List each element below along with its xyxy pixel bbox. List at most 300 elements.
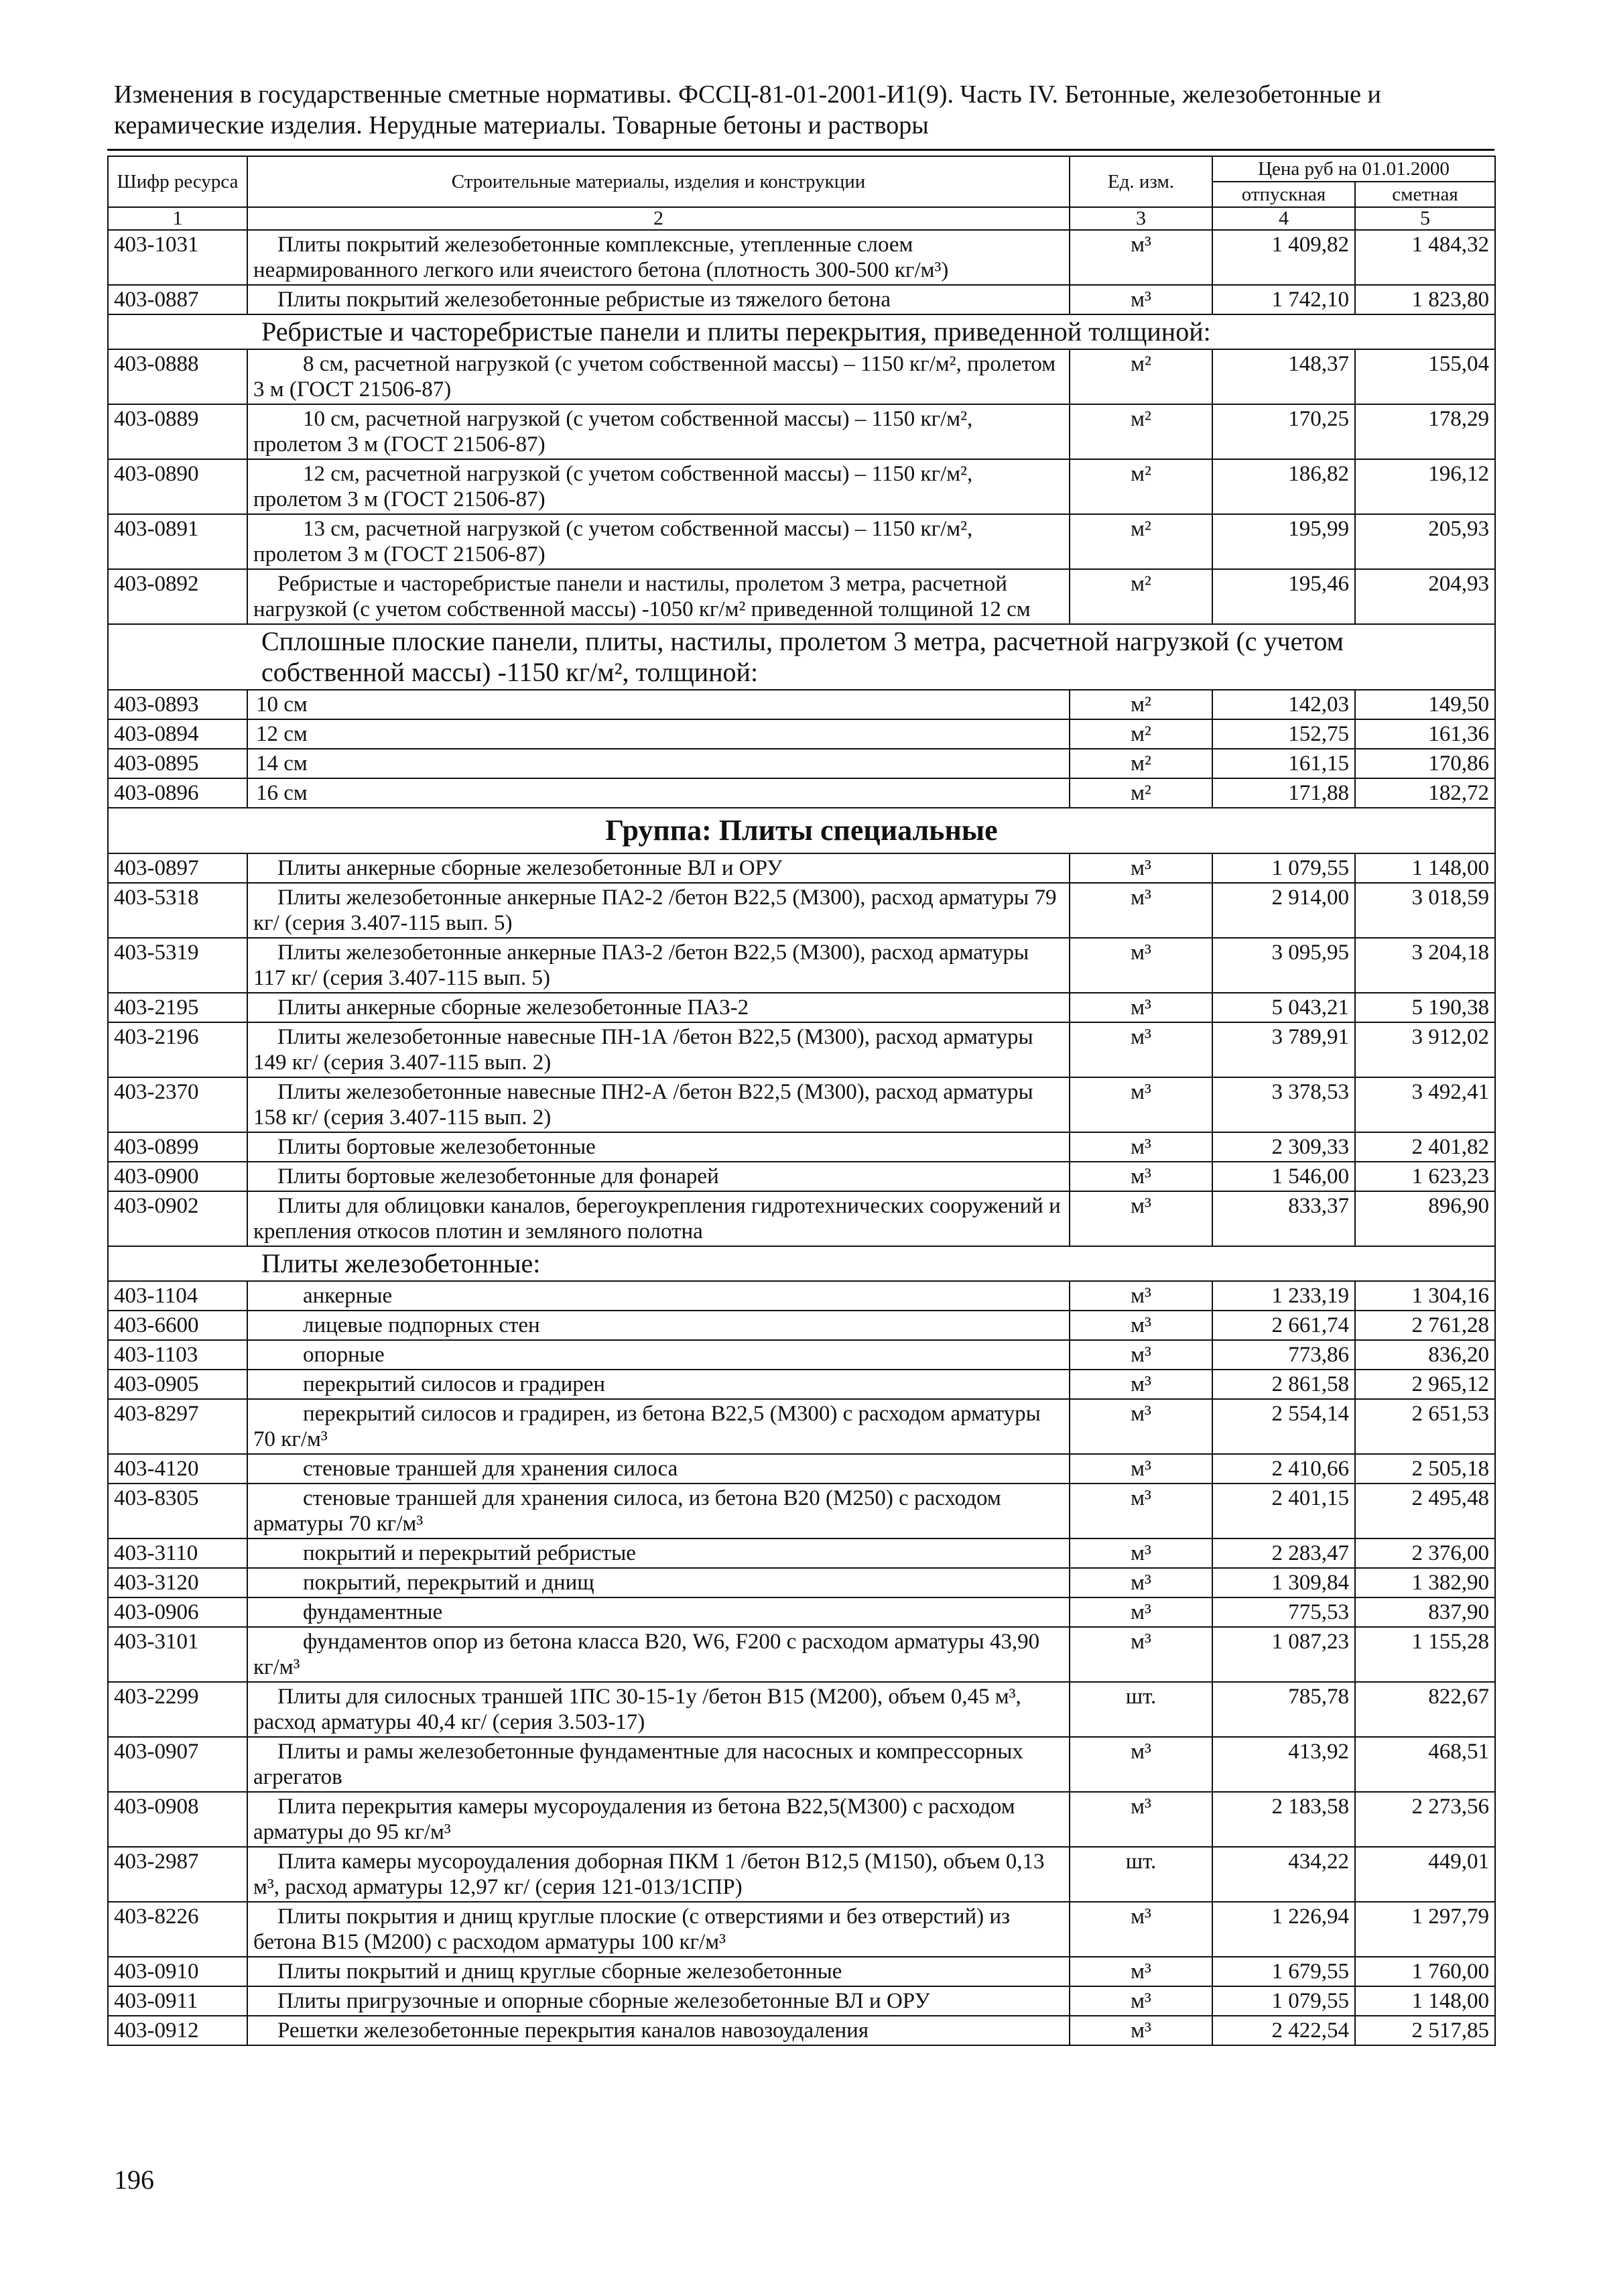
col-number-1: 1 xyxy=(108,207,247,230)
estimate-price-text: 3 018,59 xyxy=(1411,886,1489,910)
table-body xyxy=(108,230,1495,2045)
material-name-cell xyxy=(247,514,1070,569)
release-price-cell xyxy=(1212,993,1355,1022)
resource-code-cell xyxy=(108,1986,247,2016)
unit-cell xyxy=(1070,1792,1212,1847)
release-price-text: 2 861,58 xyxy=(1271,1372,1349,1396)
section-heading: Сплошные плоские панели, плиты, настилы, пролетом 3 метра, расчетной нагрузкой (с учетом собственной массы) -1150 кг/м², толщиной: xyxy=(261,626,1344,687)
unit-text: м³ xyxy=(1131,886,1151,910)
resource-code-cell xyxy=(108,569,247,624)
table-head xyxy=(108,156,1495,230)
material-name-cell xyxy=(247,1986,1070,2016)
estimate-price-text: 836,20 xyxy=(1428,1343,1489,1367)
material-name-cell xyxy=(247,1847,1070,1902)
material-name-cell xyxy=(247,1682,1070,1737)
release-price-text: 2 554,14 xyxy=(1271,1402,1349,1426)
material-name-text: Плиты железобетонные навесные ПН2-А /бетон В22,5 (М300), расход арматуры 158 кг/ (серия 3.407-115 вып. 2) xyxy=(253,1080,1033,1130)
resource-code-text: 403-2987 xyxy=(114,1850,199,1874)
material-name-text: 12 см xyxy=(256,722,308,746)
release-price-text: 170,25 xyxy=(1288,407,1349,431)
material-name-text: анкерные xyxy=(303,1284,393,1308)
table-row xyxy=(108,569,1495,624)
estimate-price-cell xyxy=(1355,853,1495,883)
estimate-price-text: 1 823,80 xyxy=(1411,288,1489,312)
material-name-text: Плита перекрытия камеры мусороудаления из бетона В22,5(М300) с расходом арматуры до 95 кг/м³ xyxy=(253,1795,1015,1844)
estimate-price-text: 3 912,02 xyxy=(1411,1025,1489,1049)
resource-code-text: 403-2370 xyxy=(114,1080,199,1104)
material-name-cell xyxy=(247,1077,1070,1132)
release-price-text: 833,37 xyxy=(1288,1194,1349,1218)
unit-cell xyxy=(1070,1847,1212,1902)
material-name-text: Плиты бортовые железобетонные xyxy=(277,1135,596,1159)
release-price-cell xyxy=(1212,1682,1355,1737)
estimate-price-cell xyxy=(1355,569,1495,624)
table-row xyxy=(108,1986,1495,2016)
resource-code-cell xyxy=(108,349,247,404)
resource-code-text: 403-0891 xyxy=(114,517,199,541)
estimate-price-cell xyxy=(1355,778,1495,808)
resource-code-cell xyxy=(108,1737,247,1792)
estimate-price-text: 1 148,00 xyxy=(1411,856,1489,880)
estimate-price-cell xyxy=(1355,2016,1495,2045)
material-name-text: 10 см, расчетной нагрузкой (с учетом собственной массы) – 1150 кг/м², пролетом 3 м (ГОСТ 21506-87) xyxy=(253,407,973,457)
material-name-text: 10 см xyxy=(256,692,308,717)
release-price-cell xyxy=(1212,1191,1355,1246)
table-row xyxy=(108,853,1495,883)
resource-code-text: 403-0893 xyxy=(114,692,199,717)
unit-text: м³ xyxy=(1131,1284,1151,1308)
material-name-cell xyxy=(247,1957,1070,1986)
resource-code-text: 403-3101 xyxy=(114,1630,199,1654)
unit-text: м³ xyxy=(1131,1905,1151,1929)
release-price-text: 1 233,19 xyxy=(1271,1284,1349,1308)
unit-cell xyxy=(1070,883,1212,938)
estimate-price-cell xyxy=(1355,1022,1495,1077)
material-name-text: Плиты анкерные сборные железобетонные ВЛ и ОРУ xyxy=(277,856,783,880)
unit-cell xyxy=(1070,1484,1212,1538)
estimate-price-cell xyxy=(1355,1077,1495,1132)
table-row xyxy=(108,1454,1495,1484)
table-row xyxy=(108,1682,1495,1737)
release-price-text: 3 789,91 xyxy=(1271,1025,1349,1049)
col-number-5: 5 xyxy=(1355,207,1495,230)
release-price-cell xyxy=(1212,2016,1355,2045)
table-row xyxy=(108,719,1495,749)
table-row xyxy=(108,1077,1495,1132)
estimate-price-cell xyxy=(1355,1311,1495,1340)
release-price-text: 1 742,10 xyxy=(1271,288,1349,312)
release-price-cell xyxy=(1212,404,1355,459)
release-price-cell xyxy=(1212,690,1355,719)
estimate-price-text: 822,67 xyxy=(1428,1685,1489,1709)
estimate-price-cell xyxy=(1355,1597,1495,1627)
estimate-price-cell xyxy=(1355,1191,1495,1246)
table-row xyxy=(108,1281,1495,1311)
table-row xyxy=(108,1847,1495,1902)
resource-code-cell xyxy=(108,230,247,285)
material-name-text: 16 см xyxy=(256,781,308,805)
estimate-price-cell xyxy=(1355,883,1495,938)
release-price-cell xyxy=(1212,1454,1355,1484)
table-row xyxy=(108,1484,1495,1538)
resource-code-text: 403-4120 xyxy=(114,1457,199,1481)
resource-code-text: 403-0908 xyxy=(114,1795,199,1819)
material-name-cell xyxy=(247,1132,1070,1162)
estimate-price-text: 896,90 xyxy=(1428,1194,1489,1218)
unit-text: м³ xyxy=(1131,1402,1151,1426)
unit-cell xyxy=(1070,1370,1212,1399)
material-name-cell xyxy=(247,569,1070,624)
estimate-price-text: 2 651,53 xyxy=(1411,1402,1489,1426)
release-price-text: 148,37 xyxy=(1288,352,1349,376)
estimate-price-cell xyxy=(1355,285,1495,314)
release-price-cell xyxy=(1212,719,1355,749)
unit-cell xyxy=(1070,719,1212,749)
estimate-price-text: 205,93 xyxy=(1428,517,1489,541)
table-row xyxy=(108,514,1495,569)
resource-code-cell xyxy=(108,514,247,569)
unit-cell xyxy=(1070,569,1212,624)
header-rule xyxy=(107,149,1494,151)
release-price-text: 3 378,53 xyxy=(1271,1080,1349,1104)
unit-cell xyxy=(1070,1627,1212,1682)
material-name-text: Плиты и рамы железобетонные фундаментные для насосных и компрессорных агрегатов xyxy=(253,1740,1023,1789)
resource-code-cell xyxy=(108,1370,247,1399)
release-price-cell xyxy=(1212,1340,1355,1370)
material-name-text: покрытий и перекрытий ребристые xyxy=(303,1541,636,1565)
unit-text: м³ xyxy=(1131,856,1151,880)
resource-code-cell xyxy=(108,690,247,719)
resource-code-cell xyxy=(108,1627,247,1682)
estimate-price-cell xyxy=(1355,1132,1495,1162)
unit-cell xyxy=(1070,1682,1212,1737)
release-price-cell xyxy=(1212,938,1355,993)
unit-cell xyxy=(1070,1902,1212,1957)
release-price-text: 785,78 xyxy=(1288,1685,1349,1709)
release-price-cell xyxy=(1212,1281,1355,1311)
unit-text: м² xyxy=(1131,517,1151,541)
table-row xyxy=(108,1597,1495,1627)
resource-code-text: 403-1103 xyxy=(114,1343,198,1367)
material-name-cell xyxy=(247,1902,1070,1957)
resource-code-cell xyxy=(108,1847,247,1902)
release-price-cell xyxy=(1212,459,1355,514)
unit-cell xyxy=(1070,1162,1212,1191)
unit-cell xyxy=(1070,690,1212,719)
material-name-cell xyxy=(247,349,1070,404)
material-name-cell xyxy=(247,993,1070,1022)
unit-text: м² xyxy=(1131,462,1151,486)
unit-cell xyxy=(1070,1568,1212,1597)
unit-text: м³ xyxy=(1131,2018,1151,2043)
material-name-cell xyxy=(247,719,1070,749)
unit-cell xyxy=(1070,1454,1212,1484)
release-price-cell xyxy=(1212,1986,1355,2016)
material-name-text: стеновые траншей для хранения силоса xyxy=(303,1457,678,1481)
material-name-cell xyxy=(247,1792,1070,1847)
unit-text: м³ xyxy=(1131,1795,1151,1819)
release-price-cell xyxy=(1212,883,1355,938)
unit-text: м³ xyxy=(1131,1025,1151,1049)
material-name-text: фундаментов опор из бетона класса В20, W6, F200 с расходом арматуры 43,90 кг/м³ xyxy=(253,1630,1040,1679)
material-name-text: Ребристые и часторебристые панели и настилы, пролетом 3 метра, расчетной нагрузкой (с учетом собственной массы) -1050 кг/м² приведенной толщиной 12 см xyxy=(253,572,1031,621)
resource-code-text: 403-0887 xyxy=(114,288,199,312)
material-name-text: Плиты покрытий и днищ круглые сборные железобетонные xyxy=(277,1959,842,1984)
unit-cell xyxy=(1070,1191,1212,1246)
material-name-text: стеновые траншей для хранения силоса, из бетона В20 (М250) с расходом арматуры 70 кг/м³ xyxy=(253,1486,1001,1536)
resource-code-cell xyxy=(108,778,247,808)
table-row xyxy=(108,404,1495,459)
unit-text: м² xyxy=(1131,722,1151,746)
unit-text: м² xyxy=(1131,407,1151,431)
resource-code-text: 403-1031 xyxy=(114,233,199,257)
release-price-cell xyxy=(1212,778,1355,808)
resource-code-cell xyxy=(108,1597,247,1627)
table-row xyxy=(108,1538,1495,1568)
material-name-text: фундаментные xyxy=(303,1600,443,1624)
estimate-price-text: 1 155,28 xyxy=(1411,1630,1489,1654)
release-price-text: 1 546,00 xyxy=(1271,1164,1349,1189)
resource-code-text: 403-0895 xyxy=(114,751,199,776)
section-heading: Плиты железобетонные: xyxy=(261,1248,541,1278)
estimate-price-text: 1 484,32 xyxy=(1411,233,1489,257)
release-price-text: 1 087,23 xyxy=(1271,1630,1349,1654)
table-row xyxy=(108,1162,1495,1191)
estimate-price-cell xyxy=(1355,749,1495,778)
unit-cell xyxy=(1070,1077,1212,1132)
resource-code-text: 403-0896 xyxy=(114,781,199,805)
material-name-text: Плита камеры мусороудаления доборная ПКМ 1 /бетон В12,5 (М150), объем 0,13 м³, расход арматуры 12,97 кг/ (серия 121-013/1СПР) xyxy=(253,1850,1045,1899)
release-price-cell xyxy=(1212,1311,1355,1340)
unit-cell xyxy=(1070,1340,1212,1370)
material-name-cell xyxy=(247,1454,1070,1484)
estimate-price-cell xyxy=(1355,230,1495,285)
unit-cell xyxy=(1070,1957,1212,1986)
release-price-cell xyxy=(1212,749,1355,778)
material-name-cell xyxy=(247,2016,1070,2045)
estimate-price-text: 182,72 xyxy=(1428,781,1489,805)
group-heading-row xyxy=(108,808,1495,853)
estimate-price-text: 2 517,85 xyxy=(1411,2018,1489,2043)
material-name-cell xyxy=(247,1737,1070,1792)
estimate-price-cell xyxy=(1355,1957,1495,1986)
estimate-price-cell xyxy=(1355,1370,1495,1399)
table-row xyxy=(108,1191,1495,1246)
estimate-price-cell xyxy=(1355,459,1495,514)
material-name-cell xyxy=(247,749,1070,778)
resource-code-text: 403-0911 xyxy=(114,1989,198,2013)
unit-text: м³ xyxy=(1131,1541,1151,1565)
page-number: 196 xyxy=(114,2165,154,2195)
col-header-unit: Ед. изм. xyxy=(1070,156,1212,207)
material-name-text: Плиты железобетонные анкерные ПА3-2 /бетон В22,5 (М300), расход арматуры 117 кг/ (серия 3.407-115 вып. 5) xyxy=(253,941,1029,990)
col-header-name: Строительные материалы, изделия и конструкции xyxy=(247,156,1070,207)
unit-cell xyxy=(1070,1986,1212,2016)
estimate-price-text: 2 376,00 xyxy=(1411,1541,1489,1565)
material-name-cell xyxy=(247,1627,1070,1682)
unit-cell xyxy=(1070,749,1212,778)
resource-code-text: 403-0905 xyxy=(114,1372,199,1396)
release-price-cell xyxy=(1212,285,1355,314)
material-name-cell xyxy=(247,1597,1070,1627)
material-name-text: Плиты анкерные сборные железобетонные ПА3-2 xyxy=(277,995,749,1020)
estimate-price-cell xyxy=(1355,938,1495,993)
unit-text: м³ xyxy=(1131,1740,1151,1764)
estimate-price-text: 1 382,90 xyxy=(1411,1571,1489,1595)
estimate-price-cell xyxy=(1355,1627,1495,1682)
unit-text: шт. xyxy=(1125,1685,1157,1709)
estimate-price-text: 2 401,82 xyxy=(1411,1135,1489,1159)
resource-code-cell xyxy=(108,404,247,459)
resource-code-cell xyxy=(108,1538,247,1568)
material-name-text: Плиты покрытия и днищ круглые плоские (с отверстиями и без отверстий) из бетона В15 (М200) с расходом арматуры 100 кг/м³ xyxy=(253,1905,1011,1954)
material-name-text: 13 см, расчетной нагрузкой (с учетом собственной массы) – 1150 кг/м², пролетом 3 м (ГОСТ 21506-87) xyxy=(253,517,973,566)
material-name-cell xyxy=(247,1370,1070,1399)
material-name-text: опорные xyxy=(303,1343,385,1367)
resource-code-cell xyxy=(108,1132,247,1162)
unit-text: м³ xyxy=(1131,288,1151,312)
material-name-cell xyxy=(247,1281,1070,1311)
table-row xyxy=(108,883,1495,938)
estimate-price-text: 2 761,28 xyxy=(1411,1313,1489,1337)
release-price-text: 5 043,21 xyxy=(1271,995,1349,1020)
estimate-price-cell xyxy=(1355,1484,1495,1538)
col-header-estimate: сметная xyxy=(1355,182,1495,207)
unit-text: м² xyxy=(1131,781,1151,805)
release-price-text: 2 183,58 xyxy=(1271,1795,1349,1819)
release-price-cell xyxy=(1212,1484,1355,1538)
section-heading-row xyxy=(108,624,1495,690)
resource-code-text: 403-8226 xyxy=(114,1905,199,1929)
resource-code-text: 403-6600 xyxy=(114,1313,199,1337)
resource-code-cell xyxy=(108,1792,247,1847)
resource-code-text: 403-3110 xyxy=(114,1541,198,1565)
release-price-text: 3 095,95 xyxy=(1271,941,1349,965)
table-row xyxy=(108,1340,1495,1370)
table-row xyxy=(108,778,1495,808)
unit-cell xyxy=(1070,1022,1212,1077)
release-price-cell xyxy=(1212,1847,1355,1902)
unit-text: м² xyxy=(1131,751,1151,776)
table-row xyxy=(108,993,1495,1022)
unit-cell xyxy=(1070,993,1212,1022)
release-price-cell xyxy=(1212,1902,1355,1957)
unit-cell xyxy=(1070,1597,1212,1627)
release-price-cell xyxy=(1212,569,1355,624)
material-name-cell xyxy=(247,938,1070,993)
material-name-cell xyxy=(247,459,1070,514)
estimate-price-text: 1 760,00 xyxy=(1411,1959,1489,1984)
table-row xyxy=(108,1022,1495,1077)
estimate-price-cell xyxy=(1355,719,1495,749)
release-price-text: 195,46 xyxy=(1288,572,1349,596)
table-row xyxy=(108,285,1495,314)
release-price-text: 2 283,47 xyxy=(1271,1541,1349,1565)
estimate-price-cell xyxy=(1355,349,1495,404)
unit-cell xyxy=(1070,938,1212,993)
release-price-cell xyxy=(1212,1792,1355,1847)
resource-code-cell xyxy=(108,993,247,1022)
estimate-price-text: 155,04 xyxy=(1428,352,1489,376)
table-row xyxy=(108,749,1495,778)
unit-text: м³ xyxy=(1131,1486,1151,1510)
resource-code-text: 403-0894 xyxy=(114,722,199,746)
material-name-text: лицевые подпорных стен xyxy=(303,1313,540,1337)
unit-text: м² xyxy=(1131,352,1151,376)
table-row xyxy=(108,1370,1495,1399)
estimate-price-cell xyxy=(1355,1399,1495,1454)
section-heading: Ребристые и часторебристые панели и плиты перекрытия, приведенной толщиной: xyxy=(261,316,1211,347)
unit-text: м³ xyxy=(1131,1457,1151,1481)
resource-code-text: 403-8305 xyxy=(114,1486,199,1510)
estimate-price-text: 1 623,23 xyxy=(1411,1164,1489,1189)
resource-code-text: 403-0899 xyxy=(114,1135,199,1159)
release-price-cell xyxy=(1212,853,1355,883)
resource-code-text: 403-0906 xyxy=(114,1600,199,1624)
release-price-cell xyxy=(1212,1399,1355,1454)
unit-cell xyxy=(1070,514,1212,569)
estimate-price-text: 3 492,41 xyxy=(1411,1080,1489,1104)
unit-text: м³ xyxy=(1131,1135,1151,1159)
estimate-price-cell xyxy=(1355,1340,1495,1370)
estimate-price-cell xyxy=(1355,1162,1495,1191)
resource-code-cell xyxy=(108,1191,247,1246)
price-table xyxy=(107,156,1496,2046)
material-name-cell xyxy=(247,230,1070,285)
material-name-text: Плиты покрытий железобетонные ребристые из тяжелого бетона xyxy=(277,288,891,312)
material-name-cell xyxy=(247,883,1070,938)
estimate-price-text: 161,36 xyxy=(1428,722,1489,746)
release-price-cell xyxy=(1212,1957,1355,1986)
material-name-cell xyxy=(247,1399,1070,1454)
release-price-text: 1 079,55 xyxy=(1271,1989,1349,2013)
material-name-text: перекрытий силосов и градирен, из бетона В22,5 (М300) с расходом арматуры 70 кг/м³ xyxy=(253,1402,1041,1451)
unit-text: шт. xyxy=(1125,1850,1157,1874)
release-price-text: 2 914,00 xyxy=(1271,886,1349,910)
unit-text: м³ xyxy=(1131,1630,1151,1654)
material-name-text: покрытий, перекрытий и днищ xyxy=(303,1571,594,1595)
release-price-cell xyxy=(1212,1737,1355,1792)
resource-code-cell xyxy=(108,1399,247,1454)
col-header-release: отпускная xyxy=(1212,182,1355,207)
group-heading: Группа: Плиты специальные xyxy=(605,814,998,847)
resource-code-cell xyxy=(108,2016,247,2045)
estimate-price-text: 1 297,79 xyxy=(1411,1905,1489,1929)
estimate-price-cell xyxy=(1355,1847,1495,1902)
unit-cell xyxy=(1070,778,1212,808)
release-price-cell xyxy=(1212,1627,1355,1682)
estimate-price-cell xyxy=(1355,1682,1495,1737)
estimate-price-text: 468,51 xyxy=(1428,1740,1489,1764)
material-name-text: Плиты бортовые железобетонные для фонарей xyxy=(277,1164,719,1189)
resource-code-text: 403-0890 xyxy=(114,462,199,486)
estimate-price-cell xyxy=(1355,1454,1495,1484)
release-price-text: 773,86 xyxy=(1288,1343,1349,1367)
release-price-text: 775,53 xyxy=(1288,1600,1349,1624)
resource-code-text: 403-0910 xyxy=(114,1959,199,1984)
table-row xyxy=(108,938,1495,993)
release-price-cell xyxy=(1212,514,1355,569)
material-name-cell xyxy=(247,1162,1070,1191)
estimate-price-cell xyxy=(1355,690,1495,719)
release-price-cell xyxy=(1212,349,1355,404)
estimate-price-cell xyxy=(1355,993,1495,1022)
resource-code-cell xyxy=(108,1454,247,1484)
unit-text: м³ xyxy=(1131,233,1151,257)
resource-code-cell xyxy=(108,1311,247,1340)
release-price-cell xyxy=(1212,1538,1355,1568)
release-price-text: 1 226,94 xyxy=(1271,1905,1349,1929)
